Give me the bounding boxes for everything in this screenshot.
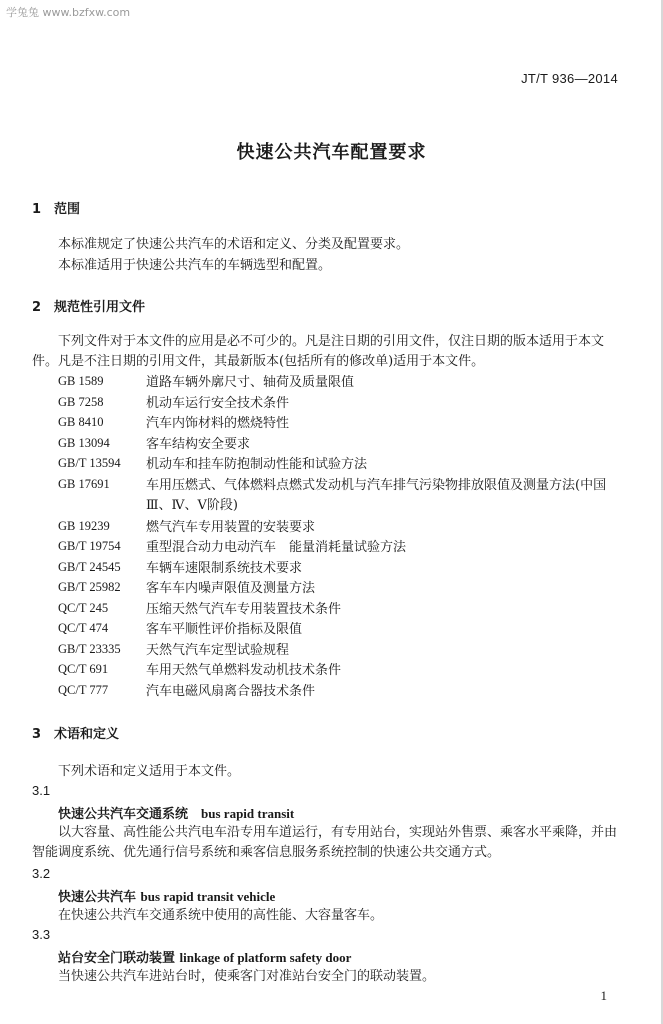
reference-code: GB 7258 (58, 394, 104, 409)
term-3-2-name-cn: 快速公共汽车 (58, 890, 137, 905)
term-3-2-name-en: bus rapid transit vehicle (140, 889, 276, 904)
reference-code: GB 8410 (58, 415, 104, 429)
reference-code: QC/T 691 (58, 662, 109, 676)
term-3-1-name (58, 803, 294, 822)
section-3-heading (32, 723, 119, 742)
term-3-1-definition: 以大容量、高性能公共汽电车沿专用车道运行，有专用站台，实现站外售票、乘客水平乘降，并由智能调度系统、优先通行信号系统和乘客信息服务系统控制的快速公共交通方式。 (32, 825, 618, 860)
reference-title: 天然气汽车定型试验规程 (146, 642, 290, 658)
section-3-intro: 下列术语和定义适用于本文件。 (58, 764, 241, 779)
reference-code: GB/T 24545 (58, 559, 121, 574)
term-3-1-name-cn: 快速公共汽车交通系统 (58, 807, 189, 822)
term-3-2-name (58, 886, 275, 905)
section-3-title: 术语和定义 (54, 727, 120, 742)
document-title: 快速公共汽车配置要求 (236, 142, 427, 163)
reference-code: GB 13094 (58, 435, 110, 450)
section-2-heading (32, 296, 145, 315)
reference-title: 燃气汽车专用装置的安装要求 (146, 519, 316, 535)
reference-title: 机动车和挂车防抱制动性能和试验方法 (146, 457, 368, 472)
section-2-title: 规范性引用文件 (54, 300, 146, 315)
reference-title: 车辆车速限制系统技术要求 (146, 560, 303, 576)
section-3-number: 3 (32, 727, 42, 742)
reference-title: 道路车辆外廓尺寸、轴荷及质量限值 (146, 375, 355, 390)
term-3-1-name-en: bus rapid transit (201, 806, 295, 821)
page-number: 1 (600, 988, 607, 1003)
reference-code: GB/T 23335 (58, 641, 121, 656)
section-2-intro: 下列文件对于本文件的应用是必不可少的。凡是注日期的引用文件，仅注日期的版本适用于本文件。凡是不注日期的引用文件，其最新版本(包括所有的修改单)适用于本文件。 (32, 334, 605, 369)
reference-code: QC/T 245 (58, 600, 109, 615)
section-1-number: 1 (32, 202, 42, 217)
term-3-3-definition: 当快速公共汽车进站台时，使乘客门对准站台安全门的联动装置。 (58, 969, 436, 984)
standard-code: JT/T 936—2014 (521, 71, 618, 86)
reference-title: 重型混合动力电动汽车 能量消耗量试验方法 (146, 540, 407, 555)
reference-code: QC/T 777 (58, 682, 109, 697)
reference-title: 车用天然气单燃料发动机技术条件 (146, 663, 342, 678)
reference-title: 汽车内饰材料的燃烧特性 (146, 416, 290, 431)
reference-title: 汽车电磁风扇离合器技术条件 (146, 683, 316, 699)
reference-title: 客车平顺性评价指标及限值 (146, 622, 303, 637)
section-1-heading (32, 198, 80, 217)
reference-code: GB 17691 (58, 476, 110, 491)
reference-title: 客车结构安全要求 (146, 436, 251, 452)
reference-title: 车用压燃式、气体燃料点燃式发动机与汽车排气污染物排放限值及测量方法(中国Ⅲ、Ⅳ、Ⅴ阶段) (146, 477, 607, 513)
reference-code: GB 19239 (58, 518, 110, 533)
reference-code: GB/T 25982 (58, 580, 121, 594)
term-3-2-number: 3.2 (32, 866, 51, 881)
term-3-2-definition: 在快速公共汽车交通系统中使用的高性能、大容量客车。 (58, 908, 384, 923)
term-3-3-number: 3.3 (32, 927, 51, 942)
term-3-3-name-en: linkage of platform safety door (179, 950, 352, 965)
term-3-1-number: 3.1 (32, 783, 51, 798)
section-1-para-1: 本标准规定了快速公共汽车的术语和定义、分类及配置要求。 (58, 237, 410, 252)
section-1-para-2: 本标准适用于快速公共汽车的车辆选型和配置。 (58, 258, 332, 273)
reference-title: 机动车运行安全技术条件 (146, 395, 290, 411)
term-3-3-name (58, 947, 351, 966)
section-1-title: 范围 (54, 202, 81, 217)
reference-title: 压缩天然气汽车专用装置技术条件 (146, 601, 342, 617)
reference-code: QC/T 474 (58, 621, 109, 635)
watermark-text: 学兔兔 www.bzfxw.com (6, 6, 131, 19)
section-2-number: 2 (32, 300, 42, 315)
reference-code: GB 1589 (58, 374, 104, 388)
reference-code: GB/T 13594 (58, 456, 121, 470)
reference-title: 客车车内噪声限值及测量方法 (146, 581, 316, 596)
term-3-3-name-cn: 站台安全门联动装置 (58, 951, 176, 966)
reference-code: GB/T 19754 (58, 539, 121, 553)
